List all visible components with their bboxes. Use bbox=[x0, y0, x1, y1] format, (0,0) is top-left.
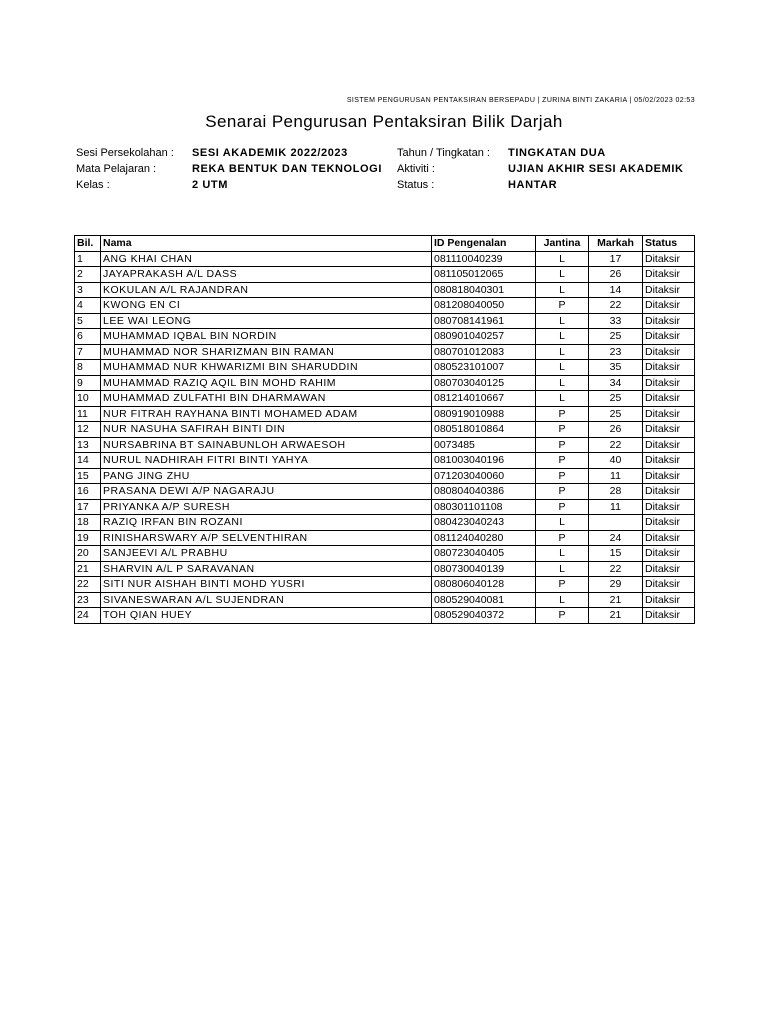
cell-status: Ditaksir bbox=[643, 592, 695, 608]
cell-jantina: L bbox=[536, 375, 589, 391]
cell-status: Ditaksir bbox=[643, 329, 695, 345]
sesi-label: Sesi Persekolahan : bbox=[76, 147, 174, 159]
cell-nama: RINISHARSWARY A/P SELVENTHIRAN bbox=[101, 530, 432, 546]
cell-bil: 13 bbox=[75, 437, 101, 453]
cell-status: Ditaksir bbox=[643, 422, 695, 438]
table-row bbox=[75, 313, 695, 329]
table-header-row bbox=[75, 236, 695, 252]
cell-jantina: L bbox=[536, 344, 589, 360]
cell-jantina: L bbox=[536, 282, 589, 298]
sesi-value: SESI AKADEMIK 2022/2023 bbox=[192, 147, 348, 159]
aktiviti-label: Aktiviti : bbox=[397, 163, 435, 175]
cell-nama: PRASANA DEWI A/P NAGARAJU bbox=[101, 484, 432, 500]
header-id-pengenalan: ID Pengenalan bbox=[432, 236, 536, 252]
cell-bil: 23 bbox=[75, 592, 101, 608]
cell-nama: PANG JING ZHU bbox=[101, 468, 432, 484]
cell-markah: 33 bbox=[589, 313, 643, 329]
cell-jantina: P bbox=[536, 484, 589, 500]
cell-markah: 24 bbox=[589, 530, 643, 546]
cell-jantina: P bbox=[536, 453, 589, 469]
table-row bbox=[75, 484, 695, 500]
table-row bbox=[75, 608, 695, 624]
cell-markah: 34 bbox=[589, 375, 643, 391]
cell-bil: 2 bbox=[75, 267, 101, 283]
cell-bil: 24 bbox=[75, 608, 101, 624]
table-row bbox=[75, 437, 695, 453]
status-label: Status : bbox=[397, 179, 435, 191]
tahun-value: TINGKATAN DUA bbox=[508, 147, 606, 159]
cell-nama: SANJEEVI A/L PRABHU bbox=[101, 546, 432, 562]
cell-jantina: P bbox=[536, 577, 589, 593]
cell-jantina: P bbox=[536, 298, 589, 314]
cell-id-pengenalan: 0073485 bbox=[432, 437, 536, 453]
tahun-label: Tahun / Tingkatan : bbox=[397, 147, 490, 159]
cell-bil: 6 bbox=[75, 329, 101, 345]
cell-status: Ditaksir bbox=[643, 608, 695, 624]
cell-status: Ditaksir bbox=[643, 251, 695, 267]
cell-jantina: L bbox=[536, 267, 589, 283]
cell-bil: 7 bbox=[75, 344, 101, 360]
cell-id-pengenalan: 080723040405 bbox=[432, 546, 536, 562]
aktiviti-value: UJIAN AKHIR SESI AKADEMIK bbox=[508, 163, 684, 175]
cell-nama: ANG KHAI CHAN bbox=[101, 251, 432, 267]
cell-bil: 21 bbox=[75, 561, 101, 577]
cell-status: Ditaksir bbox=[643, 406, 695, 422]
cell-jantina: P bbox=[536, 422, 589, 438]
kelas-label: Kelas : bbox=[76, 179, 110, 191]
table-row bbox=[75, 453, 695, 469]
cell-nama: MUHAMMAD RAZIQ AQIL BIN MOHD RAHIM bbox=[101, 375, 432, 391]
cell-bil: 18 bbox=[75, 515, 101, 531]
cell-jantina: P bbox=[536, 468, 589, 484]
cell-nama: SITI NUR AISHAH BINTI MOHD YUSRI bbox=[101, 577, 432, 593]
cell-markah: 26 bbox=[589, 422, 643, 438]
header-status: Status bbox=[643, 236, 695, 252]
cell-bil: 15 bbox=[75, 468, 101, 484]
cell-jantina: L bbox=[536, 360, 589, 376]
cell-markah: 25 bbox=[589, 406, 643, 422]
table-row bbox=[75, 546, 695, 562]
cell-bil: 14 bbox=[75, 453, 101, 469]
cell-bil: 19 bbox=[75, 530, 101, 546]
cell-bil: 17 bbox=[75, 499, 101, 515]
cell-markah: 22 bbox=[589, 561, 643, 577]
cell-bil: 16 bbox=[75, 484, 101, 500]
cell-markah: 14 bbox=[589, 282, 643, 298]
cell-id-pengenalan: 081105012065 bbox=[432, 267, 536, 283]
cell-bil: 1 bbox=[75, 251, 101, 267]
cell-id-pengenalan: 080703040125 bbox=[432, 375, 536, 391]
cell-status: Ditaksir bbox=[643, 391, 695, 407]
cell-id-pengenalan: 080523101007 bbox=[432, 360, 536, 376]
cell-status: Ditaksir bbox=[643, 546, 695, 562]
table-row bbox=[75, 329, 695, 345]
cell-markah bbox=[589, 515, 643, 531]
table-row bbox=[75, 592, 695, 608]
cell-status: Ditaksir bbox=[643, 577, 695, 593]
cell-nama: MUHAMMAD IQBAL BIN NORDIN bbox=[101, 329, 432, 345]
table-row bbox=[75, 422, 695, 438]
mata-pelajaran-label: Mata Pelajaran : bbox=[76, 163, 157, 175]
header-markah: Markah bbox=[589, 236, 643, 252]
table-row bbox=[75, 499, 695, 515]
cell-nama: PRIYANKA A/P SURESH bbox=[101, 499, 432, 515]
cell-jantina: P bbox=[536, 437, 589, 453]
cell-id-pengenalan: 081003040196 bbox=[432, 453, 536, 469]
page-title: Senarai Pengurusan Pentaksiran Bilik Darjah bbox=[205, 112, 563, 131]
cell-markah: 26 bbox=[589, 267, 643, 283]
cell-markah: 21 bbox=[589, 592, 643, 608]
cell-status: Ditaksir bbox=[643, 360, 695, 376]
cell-bil: 12 bbox=[75, 422, 101, 438]
cell-markah: 11 bbox=[589, 499, 643, 515]
cell-markah: 22 bbox=[589, 298, 643, 314]
cell-jantina: P bbox=[536, 530, 589, 546]
cell-bil: 5 bbox=[75, 313, 101, 329]
cell-id-pengenalan: 081124040280 bbox=[432, 530, 536, 546]
cell-status: Ditaksir bbox=[643, 561, 695, 577]
table-row bbox=[75, 251, 695, 267]
cell-nama: SHARVIN A/L P SARAVANAN bbox=[101, 561, 432, 577]
cell-jantina: L bbox=[536, 592, 589, 608]
cell-markah: 21 bbox=[589, 608, 643, 624]
table-row bbox=[75, 530, 695, 546]
cell-id-pengenalan: 080708141961 bbox=[432, 313, 536, 329]
cell-bil: 8 bbox=[75, 360, 101, 376]
cell-id-pengenalan: 080804040386 bbox=[432, 484, 536, 500]
table-row bbox=[75, 515, 695, 531]
cell-id-pengenalan: 080919010988 bbox=[432, 406, 536, 422]
cell-markah: 15 bbox=[589, 546, 643, 562]
cell-status: Ditaksir bbox=[643, 282, 695, 298]
cell-id-pengenalan: 081214010667 bbox=[432, 391, 536, 407]
cell-id-pengenalan: 080529040081 bbox=[432, 592, 536, 608]
cell-id-pengenalan: 080901040257 bbox=[432, 329, 536, 345]
cell-status: Ditaksir bbox=[643, 468, 695, 484]
cell-nama: KWONG EN CI bbox=[101, 298, 432, 314]
mata-pelajaran-value: REKA BENTUK DAN TEKNOLOGI bbox=[192, 163, 382, 175]
table-row bbox=[75, 360, 695, 376]
cell-status: Ditaksir bbox=[643, 499, 695, 515]
table-row bbox=[75, 577, 695, 593]
cell-status: Ditaksir bbox=[643, 437, 695, 453]
cell-status: Ditaksir bbox=[643, 530, 695, 546]
cell-jantina: L bbox=[536, 329, 589, 345]
table-row bbox=[75, 391, 695, 407]
cell-markah: 35 bbox=[589, 360, 643, 376]
cell-bil: 9 bbox=[75, 375, 101, 391]
cell-jantina: L bbox=[536, 546, 589, 562]
table-row bbox=[75, 298, 695, 314]
cell-id-pengenalan: 080806040128 bbox=[432, 577, 536, 593]
cell-status: Ditaksir bbox=[643, 453, 695, 469]
cell-bil: 4 bbox=[75, 298, 101, 314]
kelas-value: 2 UTM bbox=[192, 179, 228, 191]
cell-bil: 10 bbox=[75, 391, 101, 407]
header-jantina: Jantina bbox=[536, 236, 589, 252]
cell-nama: KOKULAN A/L RAJANDRAN bbox=[101, 282, 432, 298]
cell-id-pengenalan: 080818040301 bbox=[432, 282, 536, 298]
student-assessment-table bbox=[74, 235, 695, 624]
cell-status: Ditaksir bbox=[643, 484, 695, 500]
cell-nama: NURUL NADHIRAH FITRI BINTI YAHYA bbox=[101, 453, 432, 469]
cell-nama: NUR NASUHA SAFIRAH BINTI DIN bbox=[101, 422, 432, 438]
cell-id-pengenalan: 071203040060 bbox=[432, 468, 536, 484]
cell-nama: MUHAMMAD ZULFATHI BIN DHARMAWAN bbox=[101, 391, 432, 407]
cell-jantina: L bbox=[536, 313, 589, 329]
cell-nama: MUHAMMAD NOR SHARIZMAN BIN RAMAN bbox=[101, 344, 432, 360]
table-row bbox=[75, 561, 695, 577]
cell-markah: 29 bbox=[589, 577, 643, 593]
cell-bil: 3 bbox=[75, 282, 101, 298]
cell-nama: NURSABRINA BT SAINABUNLOH ARWAESOH bbox=[101, 437, 432, 453]
cell-markah: 28 bbox=[589, 484, 643, 500]
system-header-line: SISTEM PENGURUSAN PENTAKSIRAN BERSEPADU | ZURINA BINTI ZAKARIA | 05/02/2023 02:53 bbox=[346, 97, 695, 104]
cell-nama: MUHAMMAD NUR KHWARIZMI BIN SHARUDDIN bbox=[101, 360, 432, 376]
cell-markah: 40 bbox=[589, 453, 643, 469]
table-row bbox=[75, 344, 695, 360]
cell-id-pengenalan: 080529040372 bbox=[432, 608, 536, 624]
cell-bil: 20 bbox=[75, 546, 101, 562]
cell-status: Ditaksir bbox=[643, 375, 695, 391]
cell-status: Ditaksir bbox=[643, 267, 695, 283]
table-row bbox=[75, 282, 695, 298]
cell-jantina: P bbox=[536, 608, 589, 624]
header-bil: Bil. bbox=[75, 236, 101, 252]
cell-id-pengenalan: 080730040139 bbox=[432, 561, 536, 577]
cell-markah: 23 bbox=[589, 344, 643, 360]
table-row bbox=[75, 267, 695, 283]
cell-jantina: P bbox=[536, 499, 589, 515]
cell-nama: NUR FITRAH RAYHANA BINTI MOHAMED ADAM bbox=[101, 406, 432, 422]
cell-markah: 11 bbox=[589, 468, 643, 484]
cell-status: Ditaksir bbox=[643, 344, 695, 360]
cell-id-pengenalan: 080701012083 bbox=[432, 344, 536, 360]
table-row bbox=[75, 468, 695, 484]
cell-bil: 22 bbox=[75, 577, 101, 593]
cell-status: Ditaksir bbox=[643, 515, 695, 531]
cell-status: Ditaksir bbox=[643, 313, 695, 329]
cell-id-pengenalan: 080423040243 bbox=[432, 515, 536, 531]
cell-bil: 11 bbox=[75, 406, 101, 422]
cell-jantina: L bbox=[536, 251, 589, 267]
cell-jantina: L bbox=[536, 515, 589, 531]
cell-markah: 25 bbox=[589, 391, 643, 407]
cell-markah: 25 bbox=[589, 329, 643, 345]
cell-nama: RAZIQ IRFAN BIN ROZANI bbox=[101, 515, 432, 531]
cell-markah: 17 bbox=[589, 251, 643, 267]
table-row bbox=[75, 375, 695, 391]
cell-id-pengenalan: 081110040239 bbox=[432, 251, 536, 267]
cell-nama: JAYAPRAKASH A/L DASS bbox=[101, 267, 432, 283]
cell-id-pengenalan: 080518010864 bbox=[432, 422, 536, 438]
cell-id-pengenalan: 081208040050 bbox=[432, 298, 536, 314]
cell-id-pengenalan: 080301101108 bbox=[432, 499, 536, 515]
header-nama: Nama bbox=[101, 236, 432, 252]
status-value: HANTAR bbox=[508, 179, 558, 191]
cell-markah: 22 bbox=[589, 437, 643, 453]
cell-nama: TOH QIAN HUEY bbox=[101, 608, 432, 624]
cell-jantina: L bbox=[536, 561, 589, 577]
cell-nama: SIVANESWARAN A/L SUJENDRAN bbox=[101, 592, 432, 608]
table-row bbox=[75, 406, 695, 422]
cell-jantina: L bbox=[536, 391, 589, 407]
cell-jantina: P bbox=[536, 406, 589, 422]
cell-status: Ditaksir bbox=[643, 298, 695, 314]
cell-nama: LEE WAI LEONG bbox=[101, 313, 432, 329]
